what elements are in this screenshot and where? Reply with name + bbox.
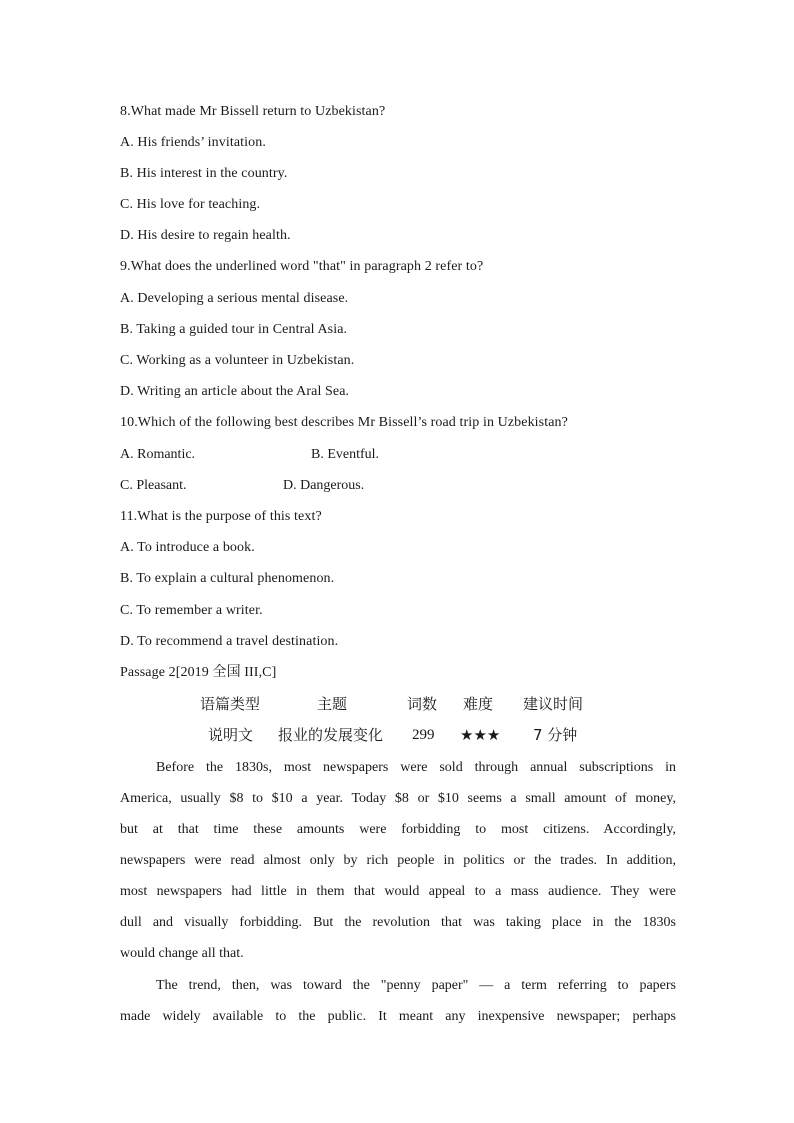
info-header-word-count: 词数 <box>407 695 438 713</box>
paragraph-line: most newspapers had little in them that would appeal to a mass audience. They were <box>120 884 676 899</box>
paragraph-line: dull and visually forbidding. But the revolution that was taking place in the 1830s <box>120 915 676 930</box>
question-8-option-b: B. His interest in the country. <box>120 166 288 181</box>
question-8-option-a: A. His friends’ invitation. <box>120 135 266 150</box>
question-11-option-c: C. To remember a writer. <box>120 603 263 618</box>
passage-heading: Passage 2[2019 全国 III,C] <box>120 665 277 680</box>
info-table-header-row <box>120 694 676 714</box>
question-10-stem: 10.Which of the following best describes Mr Bissell’s road trip in Uzbekistan? <box>120 415 568 430</box>
question-10-option-b: B. Eventful. <box>311 447 380 462</box>
question-11-option-b: B. To explain a cultural phenomenon. <box>120 571 335 586</box>
info-value-difficulty: ★★★ <box>460 726 501 744</box>
question-11-stem: 11.What is the purpose of this text? <box>120 509 322 524</box>
question-10-options-row-1 <box>120 446 676 464</box>
info-value-suggested-time: 7 分钟 <box>533 726 578 744</box>
question-11-option-a: A. To introduce a book. <box>120 540 255 555</box>
question-10-option-c: C. Pleasant. <box>120 478 187 493</box>
info-header-topic: 主题 <box>317 695 348 713</box>
question-8-option-c: C. His love for teaching. <box>120 197 261 212</box>
question-10-options-row-2 <box>120 477 676 495</box>
paragraph-line: would change all that. <box>120 946 244 961</box>
paragraph-line: Before the 1830s, most newspapers were sold through annual subscriptions in <box>156 760 676 775</box>
paragraph-line: made widely available to the public. It meant any inexpensive newspaper; perhaps <box>120 1009 676 1024</box>
paragraph-line: The trend, then, was toward the "penny paper" — a term referring to papers <box>156 978 676 993</box>
paragraph-line: newspapers were read almost only by rich people in politics or the trades. In addition, <box>120 853 676 868</box>
question-9-stem: 9.What does the underlined word "that" in paragraph 2 refer to? <box>120 259 484 274</box>
document-page <box>120 0 676 1123</box>
paragraph-line: but at that time these amounts were forbidding to most citizens. Accordingly, <box>120 822 676 837</box>
question-8-stem: 8.What made Mr Bissell return to Uzbekistan? <box>120 104 386 119</box>
question-8-option-d: D. His desire to regain health. <box>120 228 291 243</box>
question-10-option-d: D. Dangerous. <box>283 478 365 493</box>
question-10-option-a: A. Romantic. <box>120 447 196 462</box>
question-9-option-c: C. Working as a volunteer in Uzbekistan. <box>120 353 355 368</box>
info-header-type: 语篇类型 <box>200 695 261 713</box>
info-value-topic: 报业的发展变化 <box>278 726 384 744</box>
info-value-word-count: 299 <box>412 727 435 743</box>
question-9-option-b: B. Taking a guided tour in Central Asia. <box>120 322 348 337</box>
paragraph-line: America, usually $8 to $10 a year. Today $8 or $10 seems a small amount of money, <box>120 791 676 806</box>
info-header-difficulty: 难度 <box>463 695 494 713</box>
question-9-option-d: D. Writing an article about the Aral Sea. <box>120 384 350 399</box>
info-value-type: 说明文 <box>208 726 254 744</box>
question-9-option-a: A. Developing a serious mental disease. <box>120 291 349 306</box>
info-table-value-row <box>120 725 676 745</box>
info-header-suggested-time: 建议时间 <box>523 695 584 713</box>
question-11-option-d: D. To recommend a travel destination. <box>120 634 339 649</box>
